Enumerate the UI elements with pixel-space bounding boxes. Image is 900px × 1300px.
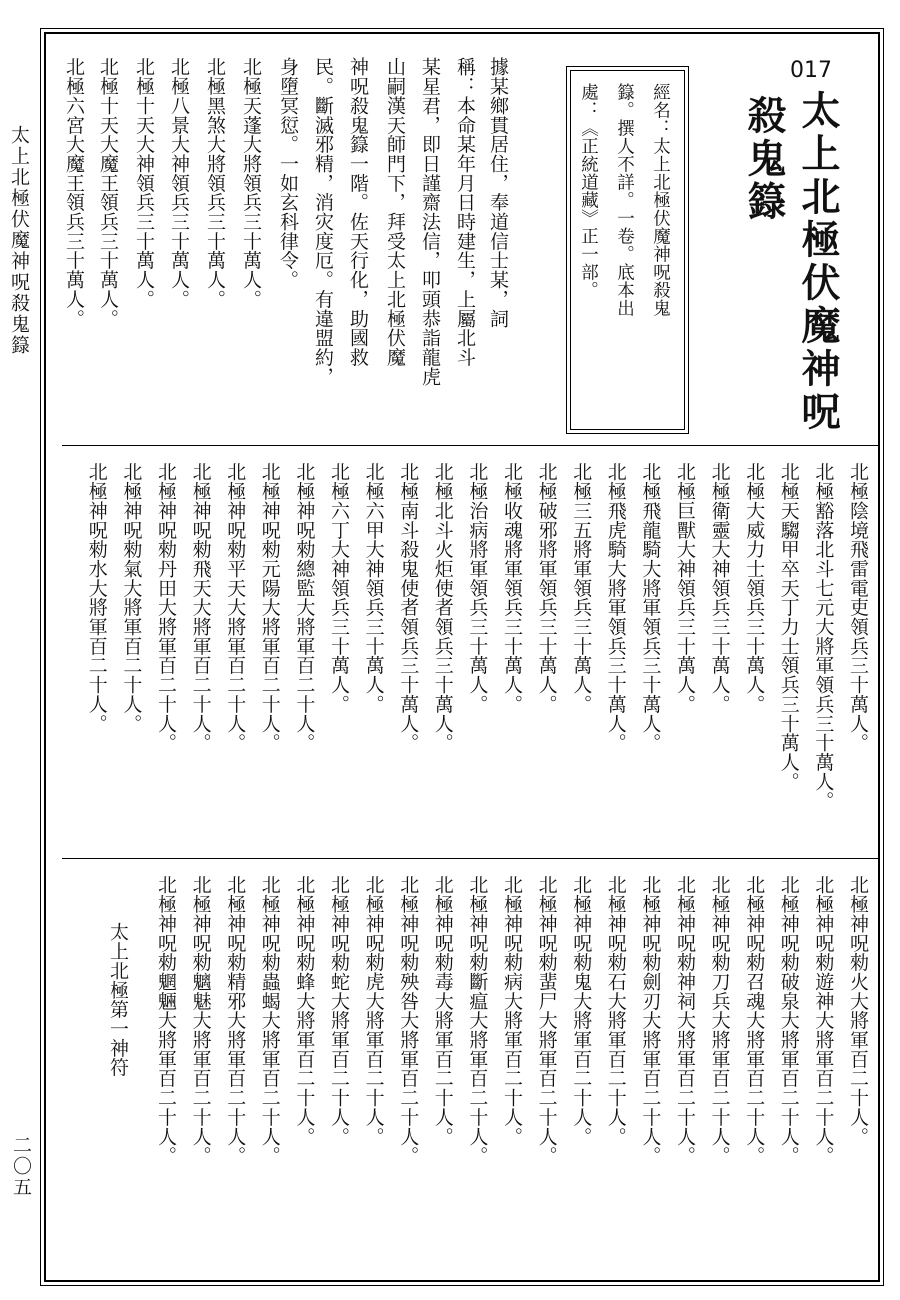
middle-column: 北極神呪勑水大將軍百二十人。 (85, 462, 108, 733)
bottom-column: 北極神呪勑火大將軍百二十人。 (847, 875, 869, 1146)
top-column: 北極六宮大魔王領兵三十萬人。 (63, 57, 85, 328)
middle-column: 北極治病將軍領兵三十萬人。 (466, 462, 489, 714)
section-divider-bottom (62, 858, 878, 859)
running-title: 太上北極伏魔神呪殺鬼籙 (8, 125, 30, 356)
middle-column: 北極衛靈大神領兵三十萬人。 (708, 462, 731, 714)
middle-column: 北極神呪勑飛天大將軍百二十人。 (189, 462, 212, 753)
bottom-column: 北極神呪勑蛇大將軍百二十人。 (328, 875, 350, 1146)
top-column: 山嗣漢天師門下，拜受太上北極伏魔 (384, 57, 406, 367)
middle-column: 北極六丁大神領兵三十萬人。 (328, 462, 350, 714)
bottom-column: 北極神呪勑召魂大將軍百二十人。 (743, 875, 766, 1166)
middle-column: 北極神呪勑氣大將軍百二十人。 (120, 462, 143, 733)
middle-column: 北極飛龍騎大將軍領兵三十萬人。 (639, 462, 662, 753)
bottom-column: 北極神呪勑刀兵大將軍百二十人。 (708, 875, 731, 1166)
top-column: 神呪殺鬼籙一階。佐天行化，助國救 (347, 57, 369, 367)
info-line: 處：《正統道藏》正一部。 (578, 83, 599, 299)
bottom-column: 北極神呪勑神祠大將軍百二十人。 (674, 875, 696, 1166)
bottom-column: 北極神呪勑殃咎大將軍百二十人。 (397, 875, 420, 1166)
middle-column: 北極巨獸大神領兵三十萬人。 (674, 462, 696, 714)
middle-column: 北極大威力士領兵三十萬人。 (743, 462, 766, 714)
top-column: 身墮冥愆。一如玄科律令。 (277, 57, 299, 290)
middle-column: 北極六甲大神領兵三十萬人。 (362, 462, 385, 714)
middle-column: 北極神呪勑元陽大將軍百二十人。 (258, 462, 281, 753)
bottom-column: 北極神呪勑魍魎大將軍百二十人。 (155, 875, 177, 1166)
top-column: 北極十天大魔王領兵三十萬人。 (97, 57, 119, 328)
top-column: 據某鄉貫居住，奉道信士某，詞 (487, 57, 509, 328)
bottom-column: 北極神呪勑精邪大將軍百二十人。 (224, 875, 247, 1166)
title-line-1: 太上北極伏魔神呪 (795, 90, 840, 434)
middle-column: 北極收魂將軍領兵三十萬人。 (501, 462, 523, 714)
middle-column: 北極南斗殺鬼使者領兵三十萬人。 (397, 462, 420, 753)
document-number: 017 (790, 58, 832, 83)
scripture-info-box (570, 70, 685, 430)
bottom-column: 北極神呪勑蟲蝎大將軍百二十人。 (258, 875, 281, 1166)
bottom-column: 北極神呪勑毒大將軍百二十人。 (431, 875, 454, 1146)
top-column: 北極黑煞大將領兵三十萬人。 (204, 57, 226, 309)
middle-column: 北極北斗火炬使者領兵三十萬人。 (431, 462, 454, 753)
top-column: 民。斷滅邪精，消灾度厄。有違盟約， (312, 57, 334, 386)
middle-column: 北極神呪勑總監大將軍百二十人。 (293, 462, 316, 753)
middle-column: 北極神呪勑丹田大將軍百二十人。 (155, 462, 177, 753)
bottom-column: 北極神呪勑劍刃大將軍百二十人。 (639, 875, 662, 1166)
bottom-column: 北極神呪勑蜚尸大將軍百二十人。 (535, 875, 558, 1166)
bottom-column: 北極神呪勑斷瘟大將軍百二十人。 (466, 875, 489, 1166)
bottom-column: 北極神呪勑病大將軍百二十人。 (501, 875, 523, 1146)
bottom-column: 北極神呪勑遊神大將軍百二十人。 (812, 875, 835, 1166)
middle-column: 北極天騶甲卒天丁力士領兵三十萬人。 (777, 462, 800, 791)
top-column: 北極八景大神領兵三十萬人。 (168, 57, 190, 309)
page-number: 二〇五 (10, 1135, 32, 1198)
bottom-column: 太上北極第一神符 (107, 922, 129, 1077)
bottom-column: 北極神呪勑鬼大將軍百二十人。 (570, 875, 593, 1146)
middle-column: 北極陰境飛雷電吏領兵三十萬人。 (847, 462, 869, 753)
middle-column: 北極三五將軍領兵三十萬人。 (570, 462, 593, 714)
bottom-column: 北極神呪勑虎大將軍百二十人。 (362, 875, 385, 1146)
top-column: 北極十天大神領兵三十萬人。 (133, 57, 155, 309)
info-line: 經名：太上北極伏魔神呪殺鬼 (650, 83, 671, 317)
top-column: 北極天蓬大將領兵三十萬人。 (240, 57, 262, 309)
section-divider-top (62, 445, 878, 446)
bottom-column: 北極神呪勑破泉大將軍百二十人。 (777, 875, 800, 1166)
middle-column: 北極飛虎騎大將軍領兵三十萬人。 (604, 462, 627, 753)
title-line-2: 殺鬼籙 (741, 95, 786, 224)
bottom-column: 北極神呪勑魑魅大將軍百二十人。 (189, 875, 212, 1166)
info-line: 籙。撰人不詳。一卷。底本出 (614, 83, 635, 317)
middle-column: 北極破邪將軍領兵三十萬人。 (535, 462, 558, 714)
middle-column: 北極神呪勑平天大將軍百二十人。 (224, 462, 247, 753)
top-column: 稱：本命某年月日時建生，上屬北斗 (454, 57, 476, 367)
bottom-column: 北極神呪勑蜂大將軍百二十人。 (293, 875, 316, 1146)
bottom-column: 北極神呪勑石大將軍百二十人。 (604, 875, 627, 1146)
middle-column: 北極豁落北斗七元大將軍領兵三十萬人。 (812, 462, 835, 811)
top-column: 某星君，即日謹齋法信，叩頭恭詣龍虎 (419, 57, 441, 386)
